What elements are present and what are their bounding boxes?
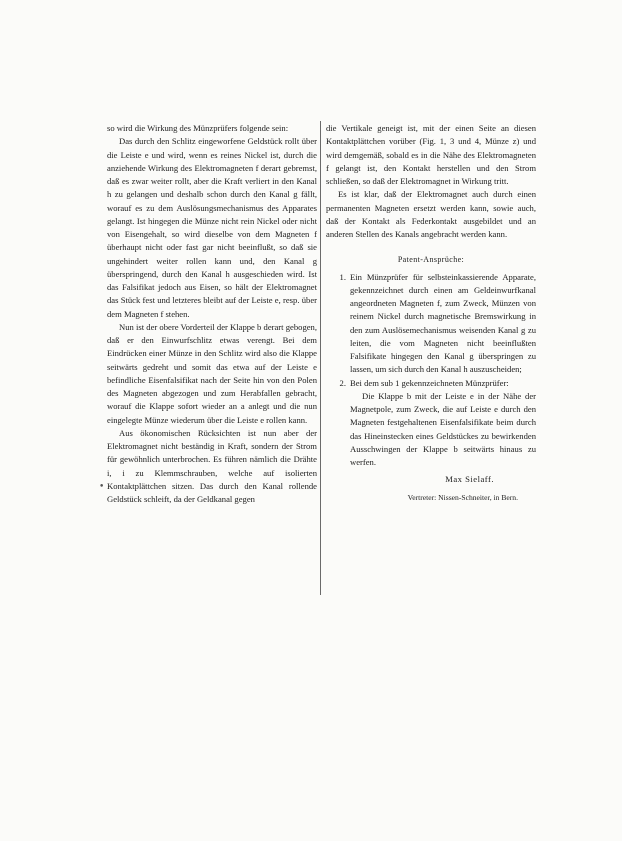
claim-text: Ein Münzprüfer für selbsteinkassierende Apparate, gekennzeichnet durch einen am Geldeinwurfkanal angeordneten Magneten f, zum Zweck, Münzen von reinem Nickel durch magnetische Bremswirkung in den zum Auslösemechanismus weisenden Kanal g zu leiten, die vom Magneten nicht beeinflußten Falsifikate hingegen den Kanal g überspringen zu lassen, um sich durch den Kanal h auszuscheiden;	[350, 271, 536, 375]
claim-number: 2.	[339, 377, 346, 388]
paragraph: Das durch den Schlitz eingeworfene Geldstück rollt über die Leiste e und wird, wenn es reines Nickel ist, durch die anziehende Wirkung des Elektromagneten f derart gebremst, daß es zwar weiter rollt, aber die Kraft verliert in den Kanal h zu gelangen und deshalb schon durch den Kanal g fällt, worauf es zu dem Auslösungsmechanismus des Apparates gelangt. Ist hingegen die Münze nicht rein Nickel oder nicht von Eisengehalt, so wird dieselbe von dem Magneten f überhaupt nicht oder fast gar nicht beeinflußt, so daß sie ungehindert weiter rollen kann und, den Kanal g überspringend, durch den Kanal h ausgeschieden wird. Ist das Falsifikat jedoch aus Eisen, so hält der Elektromagnet das Stück fest und letzteres bleibt auf der Leiste e, resp. über dem Magneten f stehen.	[107, 136, 317, 319]
column-divider	[320, 121, 321, 595]
paragraph: Aus ökonomischen Rücksichten ist nun aber der Elektromagnet nicht beständig in Kraft, sondern der Strom für gewöhnlich unterbrochen. Es führen nämlich die Drähte i, i zu Klemmschrauben, welche auf isolierten Kontaktplättchen sitzen. Das durch den Kanal rollende Geldstück schleift, da der Geldkanal gegen	[107, 427, 317, 504]
paragraph: so wird die Wirkung des Münzprüfers folgende sein:	[107, 123, 289, 133]
claims-heading: Patent-Ansprüche:	[397, 255, 465, 265]
claim-continuation-text: Die Klappe b mit der Leiste e in der Nähe der Magnetpole, zum Zweck, die auf Leiste e durch den Magneten festgehaltenen Eisenfalsifikate beim durch das Hineinstecken eines Geldstückes zu bewirkenden Ausschwingen der Klappe b seitwärts hinaus zu werfen.	[350, 390, 536, 467]
claim-item	[326, 271, 536, 377]
claim-text: Bei dem sub 1 gekennzeichneten Münzprüfer:	[350, 377, 509, 388]
paragraph: die Vertikale geneigt ist, mit der einen Seite an diesen Kontaktplättchen vorüber (Fig. 1, 3 und 4, Münze z) und wird demgemäß, sobald es in die Nähe des Elektromagneten f gelangt ist, den Kontakt herstellen und den Strom schließen, so daß der Elektromagnet in Wirkung tritt.	[326, 123, 536, 186]
left-column	[107, 122, 317, 506]
right-column	[326, 122, 536, 504]
paragraph: Nun ist der obere Vorderteil der Klappe b derart gebogen, daß er den Einwurfschlitz etwas verengt. Bei dem Eindrücken einer Münze in den Schlitz wird also die Klappe seitwärts gedreht und somit das etwa auf der Leiste e befindliche Eisenfalsifikat nach der Seite hin von den Polen des Magneten abgezogen und zum Herabfallen gebracht, worauf die Klappe sofort wieder an a anlegt und die nun eingelegte Münze wiederum über die Leiste e rollen kann.	[107, 321, 317, 425]
signature: Max Sielaff.	[445, 474, 494, 485]
representative: Vertreter: Nissen-Schneiter, in Bern.	[407, 492, 518, 502]
claim-number: 1.	[339, 271, 346, 282]
claim-continuation	[326, 390, 536, 470]
claim-item	[326, 377, 536, 390]
margin-mark: •	[99, 482, 105, 492]
paragraph: Es ist klar, daß der Elektromagnet auch durch einen permanenten Magneten ersetzt werden kann, sowie auch, daß der Kontakt als Federkontakt ausgebildet und an anderen Stellen des Kanals angebracht werden kann.	[326, 189, 536, 239]
